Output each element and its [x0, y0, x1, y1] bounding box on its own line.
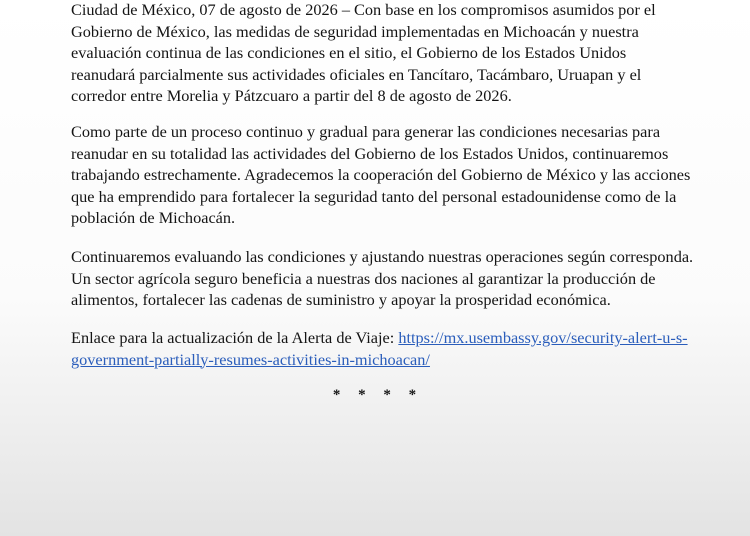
section-separator: * * * * — [332, 387, 424, 403]
text-line: población de Michoacán. — [71, 208, 236, 228]
text-line: Ciudad de México, 07 de agosto de 2026 – Con base en los compromisos asumidos por el — [71, 0, 656, 19]
text-line — [71, 349, 711, 371]
text-line: Un sector agrícola seguro beneficia a nuestras dos naciones al garantizar la producción de — [71, 268, 656, 288]
text-line: que ha emprendido para fortalecer la seguridad tanto del personal estadounidense como de la — [71, 186, 677, 206]
paragraph-travel-alert-link — [71, 327, 711, 370]
text-line: alimentos, fortalecer las cadenas de suministro y apoyar la prosperidad económica. — [71, 290, 611, 310]
text-line: Gobierno de México, las medidas de seguridad implementadas en Michoacán y nuestra — [71, 21, 639, 41]
text-line: Continuaremos evaluando las condiciones y ajustando nuestras operaciones según corresponda. — [71, 247, 694, 266]
link-prefix: Enlace para la actualización de la Alerta de Viaje: — [71, 328, 399, 347]
text-line: evaluación continua de las condiciones en el sitio, el Gobierno de los Estados Unidos — [71, 43, 627, 63]
text-line: trabajando estrechamente. Agradecemos la cooperación del Gobierno de México y las acciones — [71, 165, 691, 185]
text-line — [71, 327, 711, 349]
travel-alert-link[interactable]: https://mx.usembassy.gov/security-alert-u-s- — [398, 328, 688, 347]
paragraph-announcement — [71, 0, 711, 107]
text-line: reanudar en su totalidad las actividades del Gobierno de los Estados Unidos, continuaremos — [71, 143, 669, 163]
paragraph-cooperation — [71, 121, 711, 229]
text-line: corredor entre Morelia y Pátzcuaro a partir del 8 de agosto de 2026. — [71, 86, 512, 106]
paragraph-evaluation — [71, 246, 711, 311]
travel-alert-link-continued[interactable]: government-partially-resumes-activities-in-michoacan/ — [71, 349, 430, 369]
text-line: Como parte de un proceso continuo y gradual para generar las condiciones necesarias para — [71, 122, 661, 141]
text-line: reanudará parcialmente sus actividades oficiales en Tancítaro, Tacámbaro, Uruapan y el — [71, 64, 642, 84]
